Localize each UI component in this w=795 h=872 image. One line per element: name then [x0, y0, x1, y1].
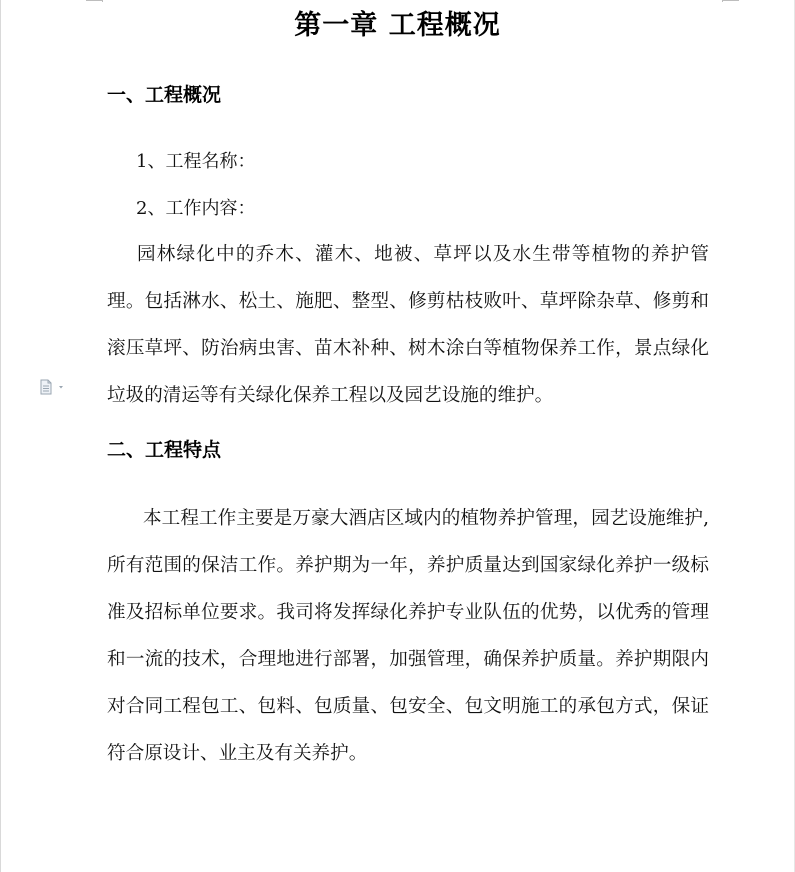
list-item-work-content: 2、工作内容：: [136, 198, 256, 219]
paragraph-project-features: 本工程工作主要是万豪大酒店区域内的植物养护管理，园艺设施维护,所有范围的保洁工作。养护期为一年，养护质量达到国家绿化养护一级标准及招标单位要求。我司将发挥绿化养护专业队伍的优势，以优秀的管理和一流的技术，合理地进行部署，加强管理，确保养护质量。养护期限内对合同工程包工、包料、包质量、包安全、包文明施工的承包方式，保证符合原设计、业主及有关养护。: [107, 508, 709, 764]
margin-corner-mark-right: [722, 0, 739, 2]
chapter-title: 第一章 工程概况: [294, 10, 501, 41]
page-left-edge: [0, 0, 1, 872]
margin-corner-mark-left: [86, 0, 103, 2]
list-item-project-name: 1、工程名称：: [136, 151, 256, 172]
section-heading-overview: 一、工程概况: [107, 84, 222, 106]
document-dropdown-icon[interactable]: [40, 379, 68, 397]
section-heading-features: 二、工程特点: [107, 439, 222, 461]
paragraph-work-content: 园林绿化中的乔木、灌木、地被、草坪以及水生带等植物的养护管理。包括淋水、松土、施肥、整型、修剪枯枝败叶、草坪除杂草、修剪和滚压草坪、防治病虫害、苗木补种、树木涂白等植物保养工作，景点绿化垃圾的清运等有关绿化保养工程以及园艺设施的维护。: [107, 244, 709, 406]
